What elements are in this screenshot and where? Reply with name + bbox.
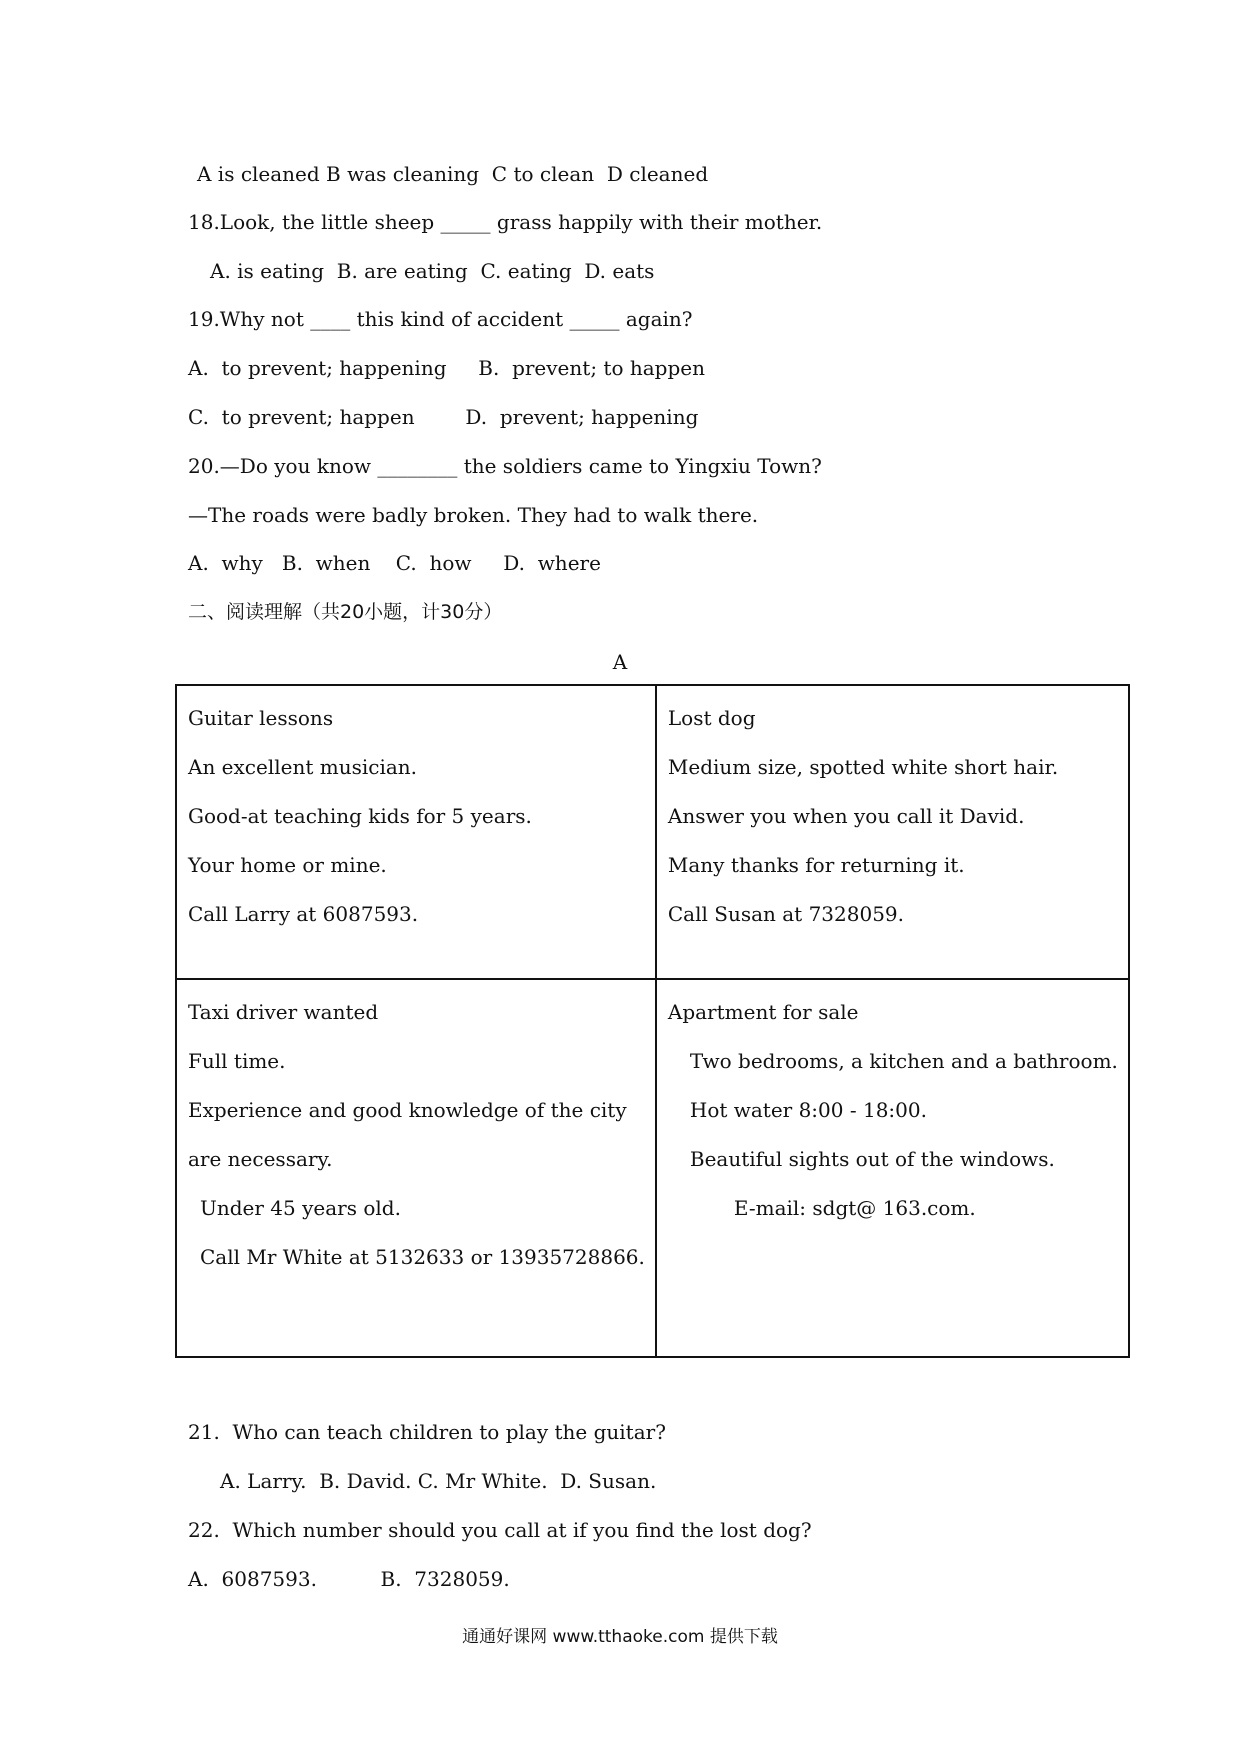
ad-taxi-line: are necessary. (188, 1147, 333, 1171)
q20-reply: —The roads were badly broken. They had to walk there. (188, 503, 759, 527)
ad-dog-line: Many thanks for returning it. (667, 853, 965, 877)
ad-apartment-line: Two bedrooms, a kitchen and a bathroom. (689, 1049, 1118, 1073)
q17-options: A is cleaned B was cleaning C to clean D cleaned (197, 162, 709, 186)
q19-options-ab: A. to prevent; happening B. prevent; to happen (188, 356, 705, 380)
ad-taxi-line: Under 45 years old. (200, 1196, 401, 1220)
passage-label: A (612, 650, 628, 674)
ad-taxi (176, 979, 656, 1357)
ad-dog-line: Medium size, spotted white short hair. (667, 755, 1059, 779)
section-heading: 二、阅读理解（共20小题，计30分） (188, 601, 503, 623)
ad-taxi-line: Experience and good knowledge of the city (188, 1098, 627, 1122)
ad-guitar (176, 685, 656, 979)
ad-apartment-line: E-mail: sdgt@ 163.com. (733, 1196, 976, 1220)
q20-stem: 20.—Do you know ________ the soldiers came to Yingxiu Town? (188, 454, 822, 478)
q22-stem: 22. Which number should you call at if you find the lost dog? (188, 1518, 812, 1542)
ad-guitar-line: An excellent musician. (188, 755, 418, 779)
ad-apartment (656, 979, 1129, 1357)
ad-taxi-line: Full time. (188, 1049, 286, 1073)
q19-options-cd: C. to prevent; happen D. prevent; happening (188, 405, 699, 429)
q22-options: A. 6087593. B. 7328059. (188, 1567, 510, 1591)
ad-guitar-line: Call Larry at 6087593. (188, 902, 419, 926)
ad-lost-dog (656, 685, 1129, 979)
q21-options: A. Larry. B. David. C. Mr White. D. Susan. (220, 1469, 657, 1493)
page-footer: 通通好课网 www.tthaoke.com 提供下载 (462, 1627, 778, 1647)
ad-guitar-title: Guitar lessons (188, 706, 334, 730)
q18-stem: 18.Look, the little sheep _____ grass happily with their mother. (188, 210, 823, 234)
ads-table (175, 684, 1130, 1358)
q21-stem: 21. Who can teach children to play the guitar? (188, 1420, 666, 1444)
ad-taxi-title: Taxi driver wanted (188, 1000, 379, 1024)
ad-guitar-line: Your home or mine. (188, 853, 387, 877)
ad-apartment-title: Apartment for sale (667, 1000, 859, 1024)
ad-dog-line: Answer you when you call it David. (667, 804, 1025, 828)
ad-apartment-line: Beautiful sights out of the windows. (689, 1147, 1055, 1171)
ad-apartment-line: Hot water 8:00 - 18:00. (689, 1098, 927, 1122)
ad-dog-line: Call Susan at 7328059. (667, 902, 905, 926)
ad-dog-title: Lost dog (667, 706, 756, 730)
q19-stem: 19.Why not ____ this kind of accident _____ again? (188, 307, 693, 331)
ad-taxi-line: Call Mr White at 5132633 or 13935728866. (200, 1245, 645, 1269)
ad-guitar-line: Good-at teaching kids for 5 years. (188, 804, 532, 828)
q20-options: A. why B. when C. how D. where (188, 551, 601, 575)
q18-options: A. is eating B. are eating C. eating D. eats (210, 259, 655, 283)
